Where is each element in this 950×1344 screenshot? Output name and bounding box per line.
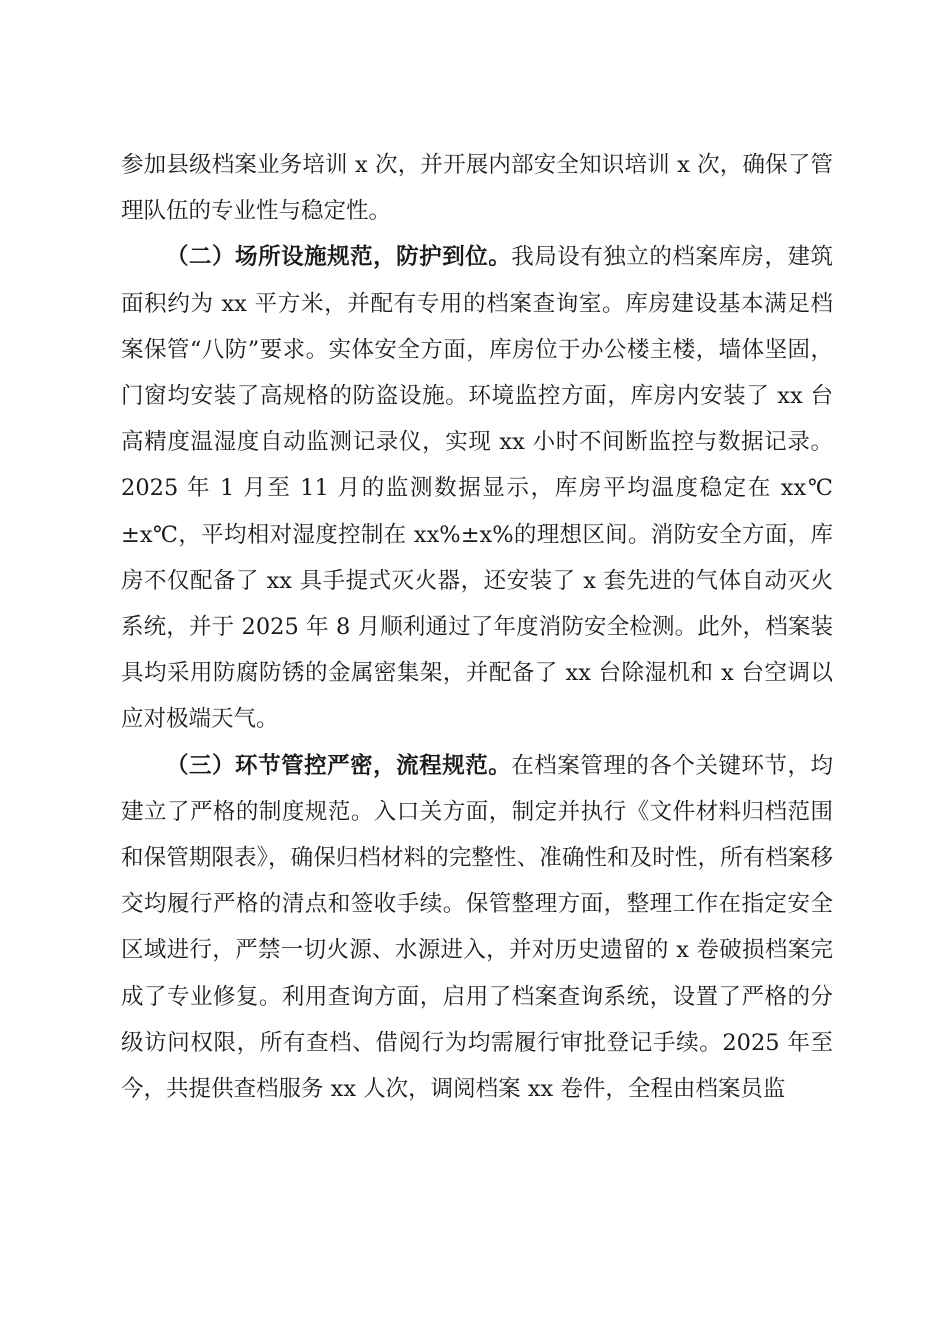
- paragraph-2-text: 我局设有独立的档案库房，建筑面积约为 xx 平方米，并配有专用的档案查询室。库房建设基本满足档案保管“八防”要求。实体安全方面，库房位于办公楼主楼，墙体坚固，门窗均安装了高规格的防盗设施。环境监控方面，库房内安装了 xx 台高精度温湿度自动监测记录仪，实现 xx 小时不间断监控与数据记录。2025 年 1 月至 11 月的监测数据显示，库房平均温度稳定在 xx℃±x℃，平均相对湿度控制在 xx%±x%的理想区间。消防安全方面，库房不仅配备了 xx 具手提式灭火器，还安装了 x 套先进的气体自动灭火系统，并于 2025 年 8 月顺利通过了年度消防安全检测。此外，档案装具均采用防腐防锈的金属密集架，并配备了 xx 台除湿机和 x 台空调以应对极端天气。: [121, 244, 833, 733]
- paragraph-3-text: 在档案管理的各个关键环节，均建立了严格的制度规范。入口关方面，制定并执行《文件材料归档范围和保管期限表》，确保归档材料的完整性、准确性和及时性，所有档案移交均履行严格的清点和签收手续。保管整理方面，整理工作在指定安全区域进行，严禁一切火源、水源进入，并对历史遗留的 x 卷破损档案完成了专业修复。利用查询方面，启用了档案查询系统，设置了严格的分级访问权限，所有查档、借阅行为均需履行审批登记手续。2025 年至今，共提供查档服务 xx 人次，调阅档案 xx 卷件，全程由档案员监: [121, 752, 833, 1103]
- section-heading-process-control: （三）环节管控严密，流程规范。: [166, 752, 512, 779]
- document-body: [121, 142, 833, 1112]
- paragraph-1-text: 参加县级档案业务培训 x 次，并开展内部安全知识培训 x 次，确保了管理队伍的专业性与稳定性。: [121, 152, 833, 225]
- paragraph-continuation: [121, 142, 833, 234]
- paragraph-facilities: [121, 234, 833, 742]
- paragraph-process-control: [121, 743, 833, 1113]
- section-heading-facilities: （二）场所设施规范，防护到位。: [166, 244, 512, 271]
